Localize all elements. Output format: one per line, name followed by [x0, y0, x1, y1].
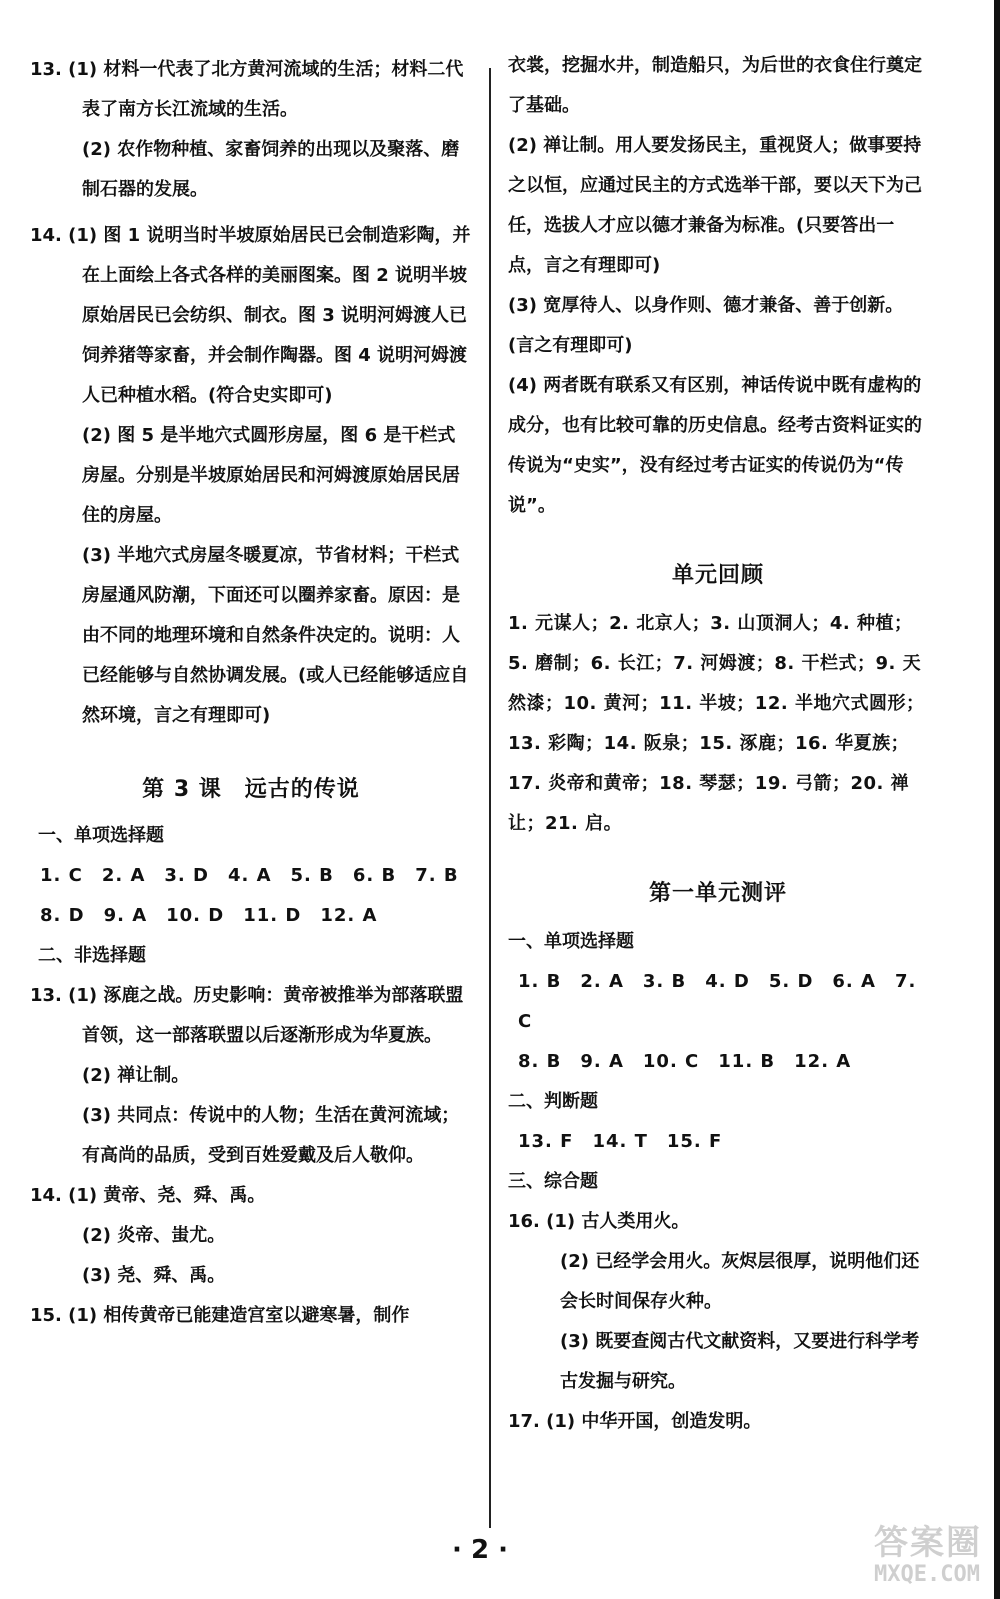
t17-part1: 17. (1) 中华开国，创造发明。	[508, 1411, 762, 1432]
l3q14-part1: 14. (1) 黄帝、尧、舜、禹。	[30, 1185, 266, 1206]
t16-part3: (3) 既要查阅古代文献资料，又要进行科学考古发掘与研究。	[560, 1331, 920, 1392]
q13-part2: (2) 农作物种植、家畜饲养的出现以及聚落、磨制石器的发展。	[82, 139, 460, 200]
choice-answers-row1: 1. C 2. A 3. D 4. A 5. B 6. B 7. B	[40, 865, 459, 886]
unit-review-title: 单元回顾	[671, 563, 764, 588]
q14-part1: 14. (1) 图 1 说明当时半坡原始居民已会制造彩陶，并在上面绘上各式各样的美丽图案。图 2 说明半坡原始居民已会纺织、制衣。图 3 说明河姆渡人已饲养猪等家畜，并会制作陶器。图 4 说明河姆渡人已种植水稻。(符合史实即可)	[30, 225, 471, 406]
q13-part1: 13. (1) 材料一代表了北方黄河流域的生活；材料二代表了南方长江流域的生活。	[30, 59, 464, 120]
page-edge-bar	[994, 0, 1000, 1599]
left-column	[30, 50, 472, 1336]
l3q13-part1: 13. (1) 涿鹿之战。历史影响：黄帝被推举为部落联盟首领，这一部落联盟以后逐渐形成为华夏族。	[30, 985, 464, 1046]
l3q14-part2: (2) 炎帝、蚩尤。	[82, 1225, 226, 1246]
q14-part2: (2) 图 5 是半地穴式圆形房屋，图 6 是干栏式房屋。分别是半坡原始居民和河姆渡原始居民居住的房屋。	[82, 425, 460, 526]
watermark-logo	[802, 1515, 982, 1587]
lesson3-question-15	[30, 1296, 472, 1336]
page-number: · 2 ·	[452, 1535, 508, 1565]
t16-part2: (2) 已经学会用火。灰烬层很厚，说明他们还会长时间保存火种。	[560, 1251, 920, 1312]
watermark-logo-text: 答案圈	[874, 1523, 982, 1563]
right-column	[508, 46, 928, 1442]
unit-review-answers: 1. 元谋人；2. 北京人；3. 山顶洞人；4. 种植；5. 磨制；6. 长江；7. 河姆渡；8. 干栏式；9. 天然漆；10. 黄河；11. 半坡；12. 半地穴式圆形；13. 彩陶；14. 阪泉；15. 涿鹿；16. 华夏族；17. 炎帝和黄帝；18. 琴瑟；19. 弓箭；20. 禅让；21. 启。	[508, 613, 925, 834]
lesson3-question-14	[30, 1176, 472, 1296]
q14-part3: (3) 半地穴式房屋冬暖夏凉，节省材料；干栏式房屋通风防潮，下面还可以圈养家畜。原因：是由不同的地理环境和自然条件决定的。说明：人已经能够与自然协调发展。(或人已经能够适应自然环境，言之有理即可)	[82, 545, 469, 726]
test-section-comprehensive: 三、综合题	[508, 1171, 598, 1192]
test-choice-row2: 8. B 9. A 10. C 11. B 12. A	[518, 1051, 852, 1072]
test-choice-row1: 1. B 2. A 3. B 4. D 5. D 6. A 7. C	[518, 971, 917, 1032]
q15-part2: (2) 禅让制。用人要发扬民主，重视贤人；做事要持之以恒，应通过民主的方式选举干部，要以天下为己任，选拔人才应以德才兼备为标准。(只要答出一点，言之有理即可)	[508, 135, 922, 276]
question-13	[30, 50, 472, 210]
test-question-17	[508, 1402, 928, 1442]
q15-part4: (4) 两者既有联系又有区别，神话传说中既有虚构的成分，也有比较可靠的历史信息。经考古资料证实的传说为“史实”，没有经过考古证实的传说仍为“传说”。	[508, 375, 922, 516]
test-section-judge: 二、判断题	[508, 1091, 598, 1112]
watermark-url: MXQE.COM	[874, 1562, 980, 1587]
l3q14-part3: (3) 尧、舜、禹。	[82, 1265, 226, 1286]
unit-test-title: 第一单元测评	[648, 881, 787, 906]
l3q13-part3: (3) 共同点：传说中的人物；生活在黄河流域；有高尚的品质，受到百姓爱戴及后人敬仰。	[82, 1105, 460, 1166]
lesson-3-title: 第 3 课 远古的传说	[142, 777, 360, 802]
column-divider	[489, 68, 491, 1528]
test-judge-answers: 13. F 14. T 15. F	[518, 1131, 723, 1152]
section-single-choice: 一、单项选择题	[38, 825, 164, 846]
question-14	[30, 216, 472, 736]
test-section-single-choice: 一、单项选择题	[508, 931, 634, 952]
l3q15-part1: 15. (1) 相传黄帝已能建造宫室以避寒暑，制作	[30, 1305, 410, 1326]
q15-part1-continued: 衣裳，挖掘水井，制造船只，为后世的衣食住行奠定了基础。	[508, 55, 922, 116]
section-non-choice: 二、非选择题	[38, 945, 146, 966]
t16-part1: 16. (1) 古人类用火。	[508, 1211, 690, 1232]
lesson3-question-13	[30, 976, 472, 1176]
l3q13-part2: (2) 禅让制。	[82, 1065, 190, 1086]
choice-answers-row2: 8. D 9. A 10. D 11. D 12. A	[40, 905, 378, 926]
test-question-16	[508, 1202, 928, 1402]
q15-part3: (3) 宽厚待人、以身作则、德才兼备、善于创新。(言之有理即可)	[508, 295, 904, 356]
